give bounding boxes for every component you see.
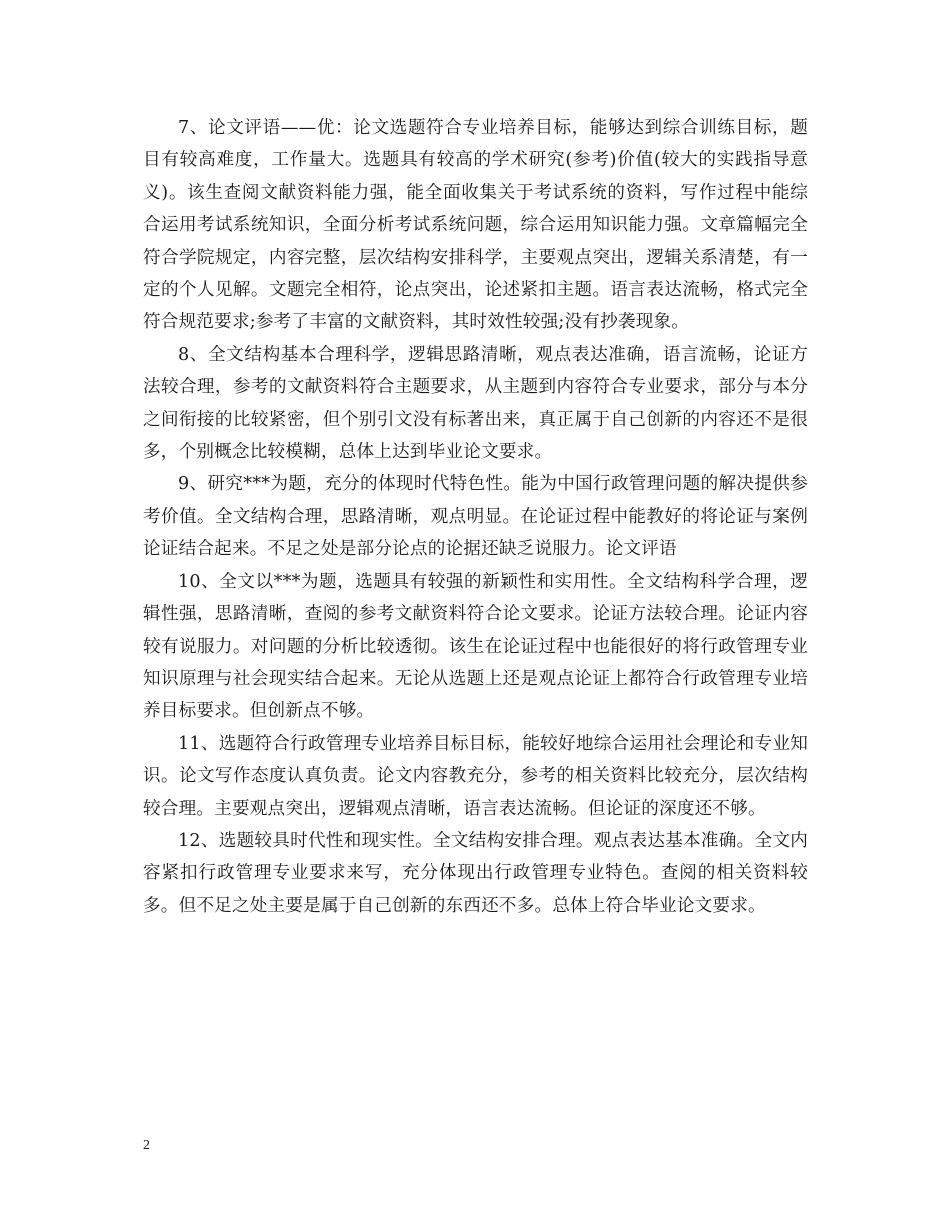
paragraph-9: 9、研究***为题，充分的体现时代特色性。能为中国行政管理问题的解决提供参考价值。全文结构合理，思路清晰，观点明显。在论证过程中能教好的将论证与案例论证结合起来。不足之处是部分论点的论据还缺乏说服力。论文评语 (143, 474, 808, 560)
document-body (143, 112, 808, 922)
paragraph-11: 11、选题符合行政管理专业培养目标目标，能较好地综合运用社会理论和专业知识。论文写作态度认真负责。论文内容教充分，参考的相关资料比较充分，层次结构较合理。主要观点突出，逻辑观点清晰，语言表达流畅。但论证的深度还不够。 (143, 733, 808, 819)
paragraph-7: 7、论文评语——优：论文选题符合专业培养目标，能够达到综合训练目标，题目有较高难度，工作量大。选题具有较高的学术研究(参考)价值(较大的实践指导意义)。该生查阅文献资料能力强，能全面收集关于考试系统的资料，写作过程中能综合运用考试系统知识，全面分析考试系统问题，综合运用知识能力强。文章篇幅完全符合学院规定，内容完整，层次结构安排科学，主要观点突出，逻辑关系清楚，有一定的个人见解。文题完全相符，论点突出，论述紧扣主题。语言表达流畅，格式完全符合规范要求;参考了丰富的文献资料，其时效性较强;没有抄袭现象。 (143, 118, 808, 333)
paragraph-8: 8、全文结构基本合理科学，逻辑思路清晰，观点表达准确，语言流畅，论证方法较合理，参考的文献资料符合主题要求，从主题到内容符合专业要求，部分与本分之间衔接的比较紧密，但个别引文没有标著出来，真正属于自己创新的内容还不是很多，个别概念比较模糊，总体上达到毕业论文要求。 (143, 344, 808, 463)
page-number: 2 (143, 1138, 150, 1153)
paragraph-10: 10、全文以***为题，选题具有较强的新颖性和实用性。全文结构科学合理，逻辑性强，思路清晰，查阅的参考文献资料符合论文要求。论证方法较合理。论证内容较有说服力。对问题的分析比较透彻。该生在论证过程中也能很好的将行政管理专业知识原理与社会现实结合起来。无论从选题上还是观点论证上都符合行政管理专业培养目标要求。但创新点不够。 (143, 571, 808, 722)
paragraph-12: 12、选题较具时代性和现实性。全文结构安排合理。观点表达基本准确。全文内容紧扣行政管理专业要求来写，充分体现出行政管理专业特色。查阅的相关资料较多。但不足之处主要是属于自己创新的东西还不多。总体上符合毕业论文要求。 (143, 830, 808, 916)
